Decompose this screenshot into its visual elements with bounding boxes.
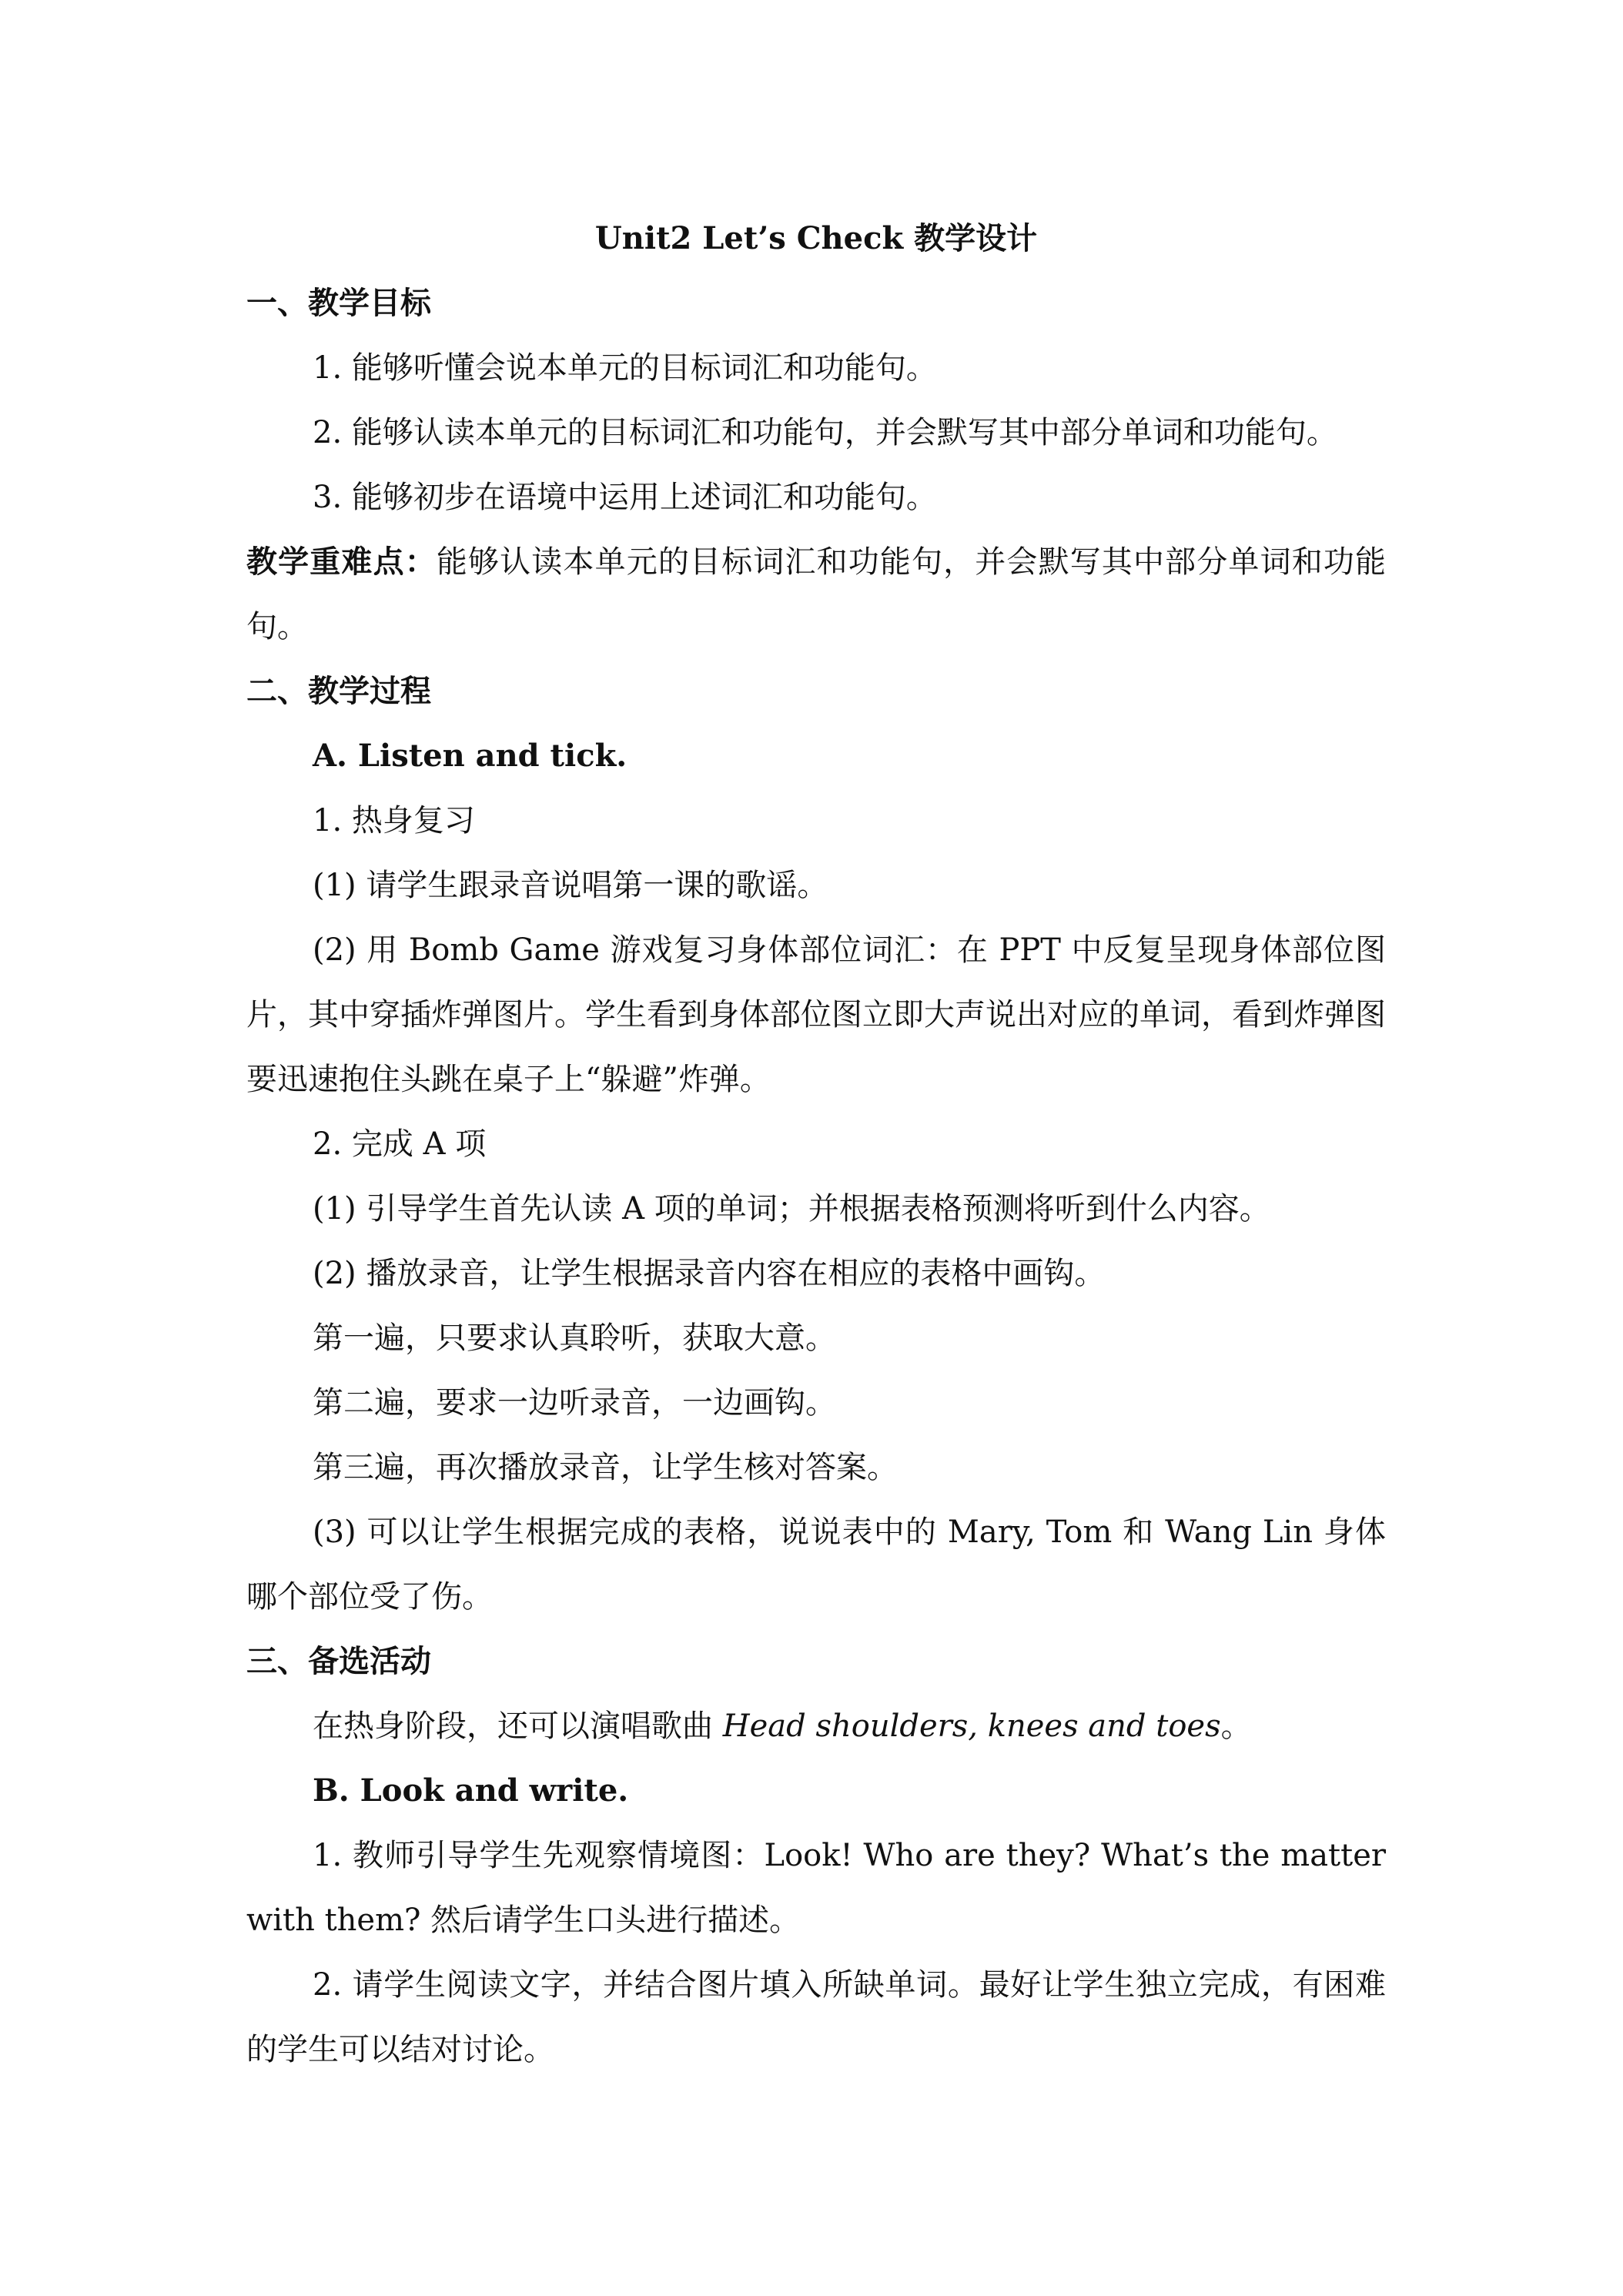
process-line: 第三遍，再次播放录音，让学生核对答案。: [313, 1450, 898, 1485]
song-title: Head shoulders, knees and toes: [722, 1709, 1221, 1744]
process-line: 第二遍，要求一边听录音，一边画钩。: [313, 1385, 836, 1421]
part-b-line: 1. 教师引导学生先观察情境图：Look! Who are they? What’s the matter with them? 然后请学生口头进行描述。: [246, 1838, 1386, 1938]
process-line: (2) 用 Bomb Game 游戏复习身体部位词汇：在 PPT 中反复呈现身体部位图片，其中穿插炸弹图片。学生看到身体部位图立即大声说出对应的单词，看到炸弹图要迅速抱住头跳在桌子上“躲避”炸弹。: [246, 932, 1386, 1097]
optional-activity-paragraph: [246, 1694, 1386, 1759]
goal-item: 3. 能够初步在语境中运用上述词汇和功能句。: [313, 480, 937, 515]
key-points-paragraph: [246, 530, 1386, 659]
process-line: (3) 可以让学生根据完成的表格，说说表中的 Mary, Tom 和 Wang Lin 身体哪个部位受了伤。: [246, 1514, 1386, 1615]
key-points-label: 教学重难点：: [246, 544, 437, 580]
key-points-text: 能够认读本单元的目标词汇和功能句，并会默写其中部分单词和功能句。: [246, 544, 1387, 644]
document-page: [246, 206, 1386, 2082]
goal-item: 1. 能够听懂会说本单元的目标词汇和功能句。: [313, 350, 937, 386]
part-b-heading: B. Look and write.: [313, 1772, 629, 1809]
activity-prefix: 在热身阶段，还可以演唱歌曲: [313, 1709, 723, 1744]
process-line: 第一遍，只要求认真聆听，获取大意。: [313, 1320, 836, 1356]
section-heading-optional-activities: 三、备选活动: [246, 1643, 431, 1679]
process-line: (1) 请学生跟录音说唱第一课的歌谣。: [313, 868, 828, 903]
section-heading-teaching-process: 二、教学过程: [246, 673, 431, 709]
goal-item: 2. 能够认读本单元的目标词汇和功能句，并会默写其中部分单词和功能句。: [313, 415, 1337, 450]
part-a-heading: A. Listen and tick.: [313, 738, 627, 774]
section-heading-teaching-goals: 一、教学目标: [246, 285, 431, 321]
part-b-line: 2. 请学生阅读文字，并结合图片填入所缺单词。最好让学生独立完成，有困难的学生可以结对讨论。: [246, 1967, 1386, 2067]
process-line: 1. 热身复习: [313, 803, 475, 838]
process-line: (1) 引导学生首先认读 A 项的单词；并根据表格预测将听到什么内容。: [313, 1191, 1270, 1227]
process-line: (2) 播放录音，让学生根据录音内容在相应的表格中画钩。: [313, 1256, 1106, 1291]
process-line: 2. 完成 A 项: [313, 1126, 487, 1162]
activity-suffix: 。: [1220, 1709, 1252, 1744]
document-title: Unit2 Let’s Check 教学设计: [594, 220, 1038, 256]
